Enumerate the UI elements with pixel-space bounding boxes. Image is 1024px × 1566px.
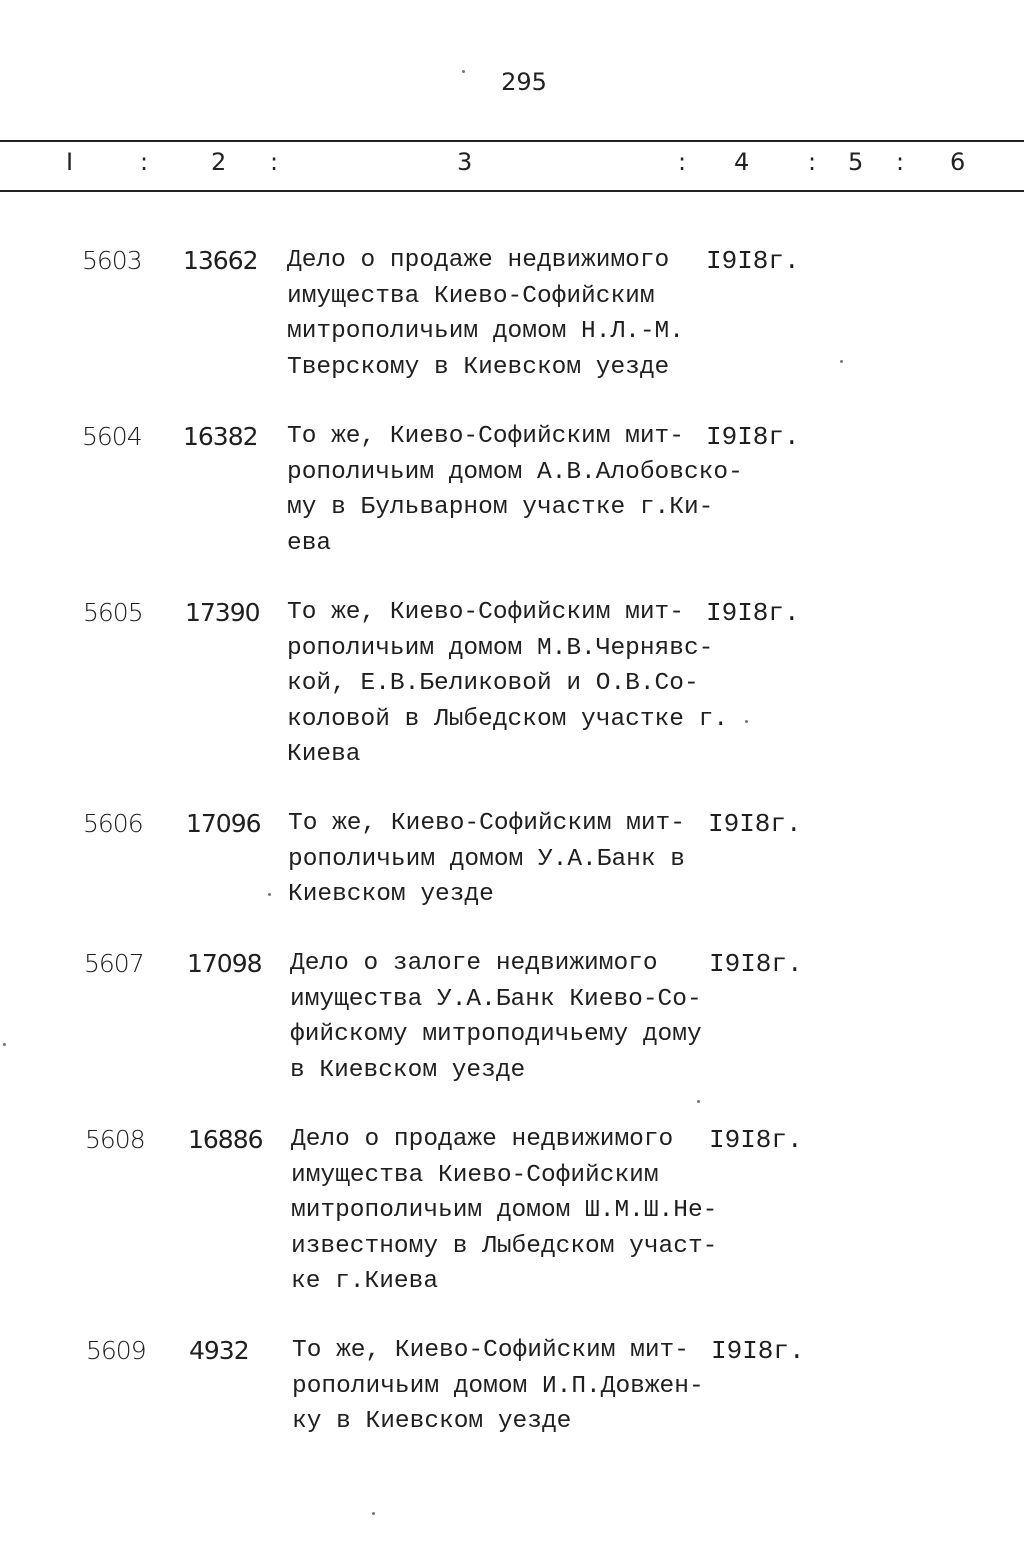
description-line: коловой в Лыбедском участке г. <box>287 705 729 733</box>
entry-number: 5609 <box>86 1336 146 1365</box>
entry-description <box>290 946 730 1088</box>
header-bottom-rule <box>0 190 1024 192</box>
scan-speck <box>745 720 748 723</box>
entry-year: I9I8г. <box>708 809 802 839</box>
description-line: фийскому митроподичьему дому <box>290 1021 702 1048</box>
description-line: Дело о залоге недвижимого <box>290 950 658 977</box>
page-number: 295 <box>501 68 547 96</box>
header-col-2: 2 <box>211 148 227 176</box>
entry-description <box>287 243 727 385</box>
description-line: рополичьим домом У.А.Банк в <box>288 845 685 873</box>
entry-number: 5605 <box>83 598 143 627</box>
header-col-3: 3 <box>457 148 473 176</box>
description-line: То же, Киево-Софийским мит- <box>287 599 684 626</box>
description-line: ку в Киевском уезде <box>292 1408 572 1435</box>
entry-reference: 17096 <box>186 809 261 838</box>
description-line: То же, Киево-Софийским мит- <box>288 810 685 837</box>
description-line: рополичьим домом М.В.Чернявс- <box>287 634 714 662</box>
entry-number: 5608 <box>85 1125 145 1154</box>
entry-number: 5603 <box>82 246 142 275</box>
entry-description <box>292 1333 732 1440</box>
description-line: в Киевском уезде <box>290 1056 526 1084</box>
scan-speck <box>697 1100 700 1103</box>
description-line: Дело о продаже недвижимого <box>287 247 670 274</box>
description-line: То же, Киево-Софийским мит- <box>287 423 684 450</box>
scan-speck <box>372 1512 375 1515</box>
description-line: имущества Киево-Софийским <box>291 1161 659 1189</box>
header-top-rule <box>0 140 1024 142</box>
entry-reference: 4932 <box>189 1336 249 1365</box>
description-line: Киева <box>287 741 361 768</box>
entry-reference: 16382 <box>183 422 258 451</box>
header-col-6: 6 <box>950 148 966 176</box>
entry-description <box>287 419 743 561</box>
entry-number: 5604 <box>82 422 142 451</box>
entry-reference: 16886 <box>188 1125 263 1154</box>
description-line: известному в Лыбедском участ- <box>291 1232 718 1260</box>
entry-year: I9I8г. <box>711 1336 805 1366</box>
description-line: имущества У.А.Банк Киево-Со- <box>290 985 702 1013</box>
entry-year: I9I8г. <box>706 598 800 628</box>
description-line: имущества Киево-Софийским <box>287 282 655 310</box>
scan-speck <box>840 360 843 363</box>
entry-description <box>291 1122 731 1300</box>
header-col-4: 4 <box>734 148 750 176</box>
entry-number: 5606 <box>83 809 143 838</box>
scan-speck <box>462 70 465 73</box>
entry-description <box>287 595 727 773</box>
description-line: рополичьим домом И.П.Довжен- <box>292 1372 704 1400</box>
entry-year: I9I8г. <box>709 1125 803 1155</box>
description-line: Тверскому в Киевском уезде <box>287 353 670 381</box>
description-line: ке г.Киева <box>291 1268 439 1295</box>
entry-year: I9I8г. <box>706 246 800 276</box>
description-line: ева <box>287 529 332 557</box>
header-separator: : <box>270 148 279 176</box>
scan-speck <box>268 893 271 896</box>
description-line: му в Бульварном участке г.Ки- <box>287 494 714 521</box>
entry-reference: 17390 <box>185 598 260 627</box>
entry-description <box>288 806 728 913</box>
header-separator: : <box>678 148 687 176</box>
header-col-5: 5 <box>848 148 864 176</box>
header-separator: : <box>808 148 817 176</box>
entry-year: I9I8г. <box>709 949 803 979</box>
entry-reference: 13662 <box>183 246 258 275</box>
header-separator: : <box>896 148 905 176</box>
header-separator: : <box>140 148 149 176</box>
description-line: кой, Е.В.Беликовой и О.В.Со- <box>287 670 699 697</box>
entry-reference: 17098 <box>187 949 262 978</box>
entry-year: I9I8г. <box>706 422 800 452</box>
description-line: рополичьим домом А.В.Алобовско- <box>287 458 743 486</box>
description-line: митрополичьим домом Ш.М.Ш.Не- <box>291 1197 718 1224</box>
entry-number: 5607 <box>84 949 144 978</box>
header-col-1: I <box>66 148 74 176</box>
scan-speck <box>3 1043 6 1046</box>
description-line: Киевском уезде <box>288 881 494 908</box>
description-line: То же, Киево-Софийским мит- <box>292 1337 689 1364</box>
description-line: митрополичьим домом Н.Л.-М. <box>287 318 684 345</box>
description-line: Дело о продаже недвижимого <box>291 1126 674 1153</box>
